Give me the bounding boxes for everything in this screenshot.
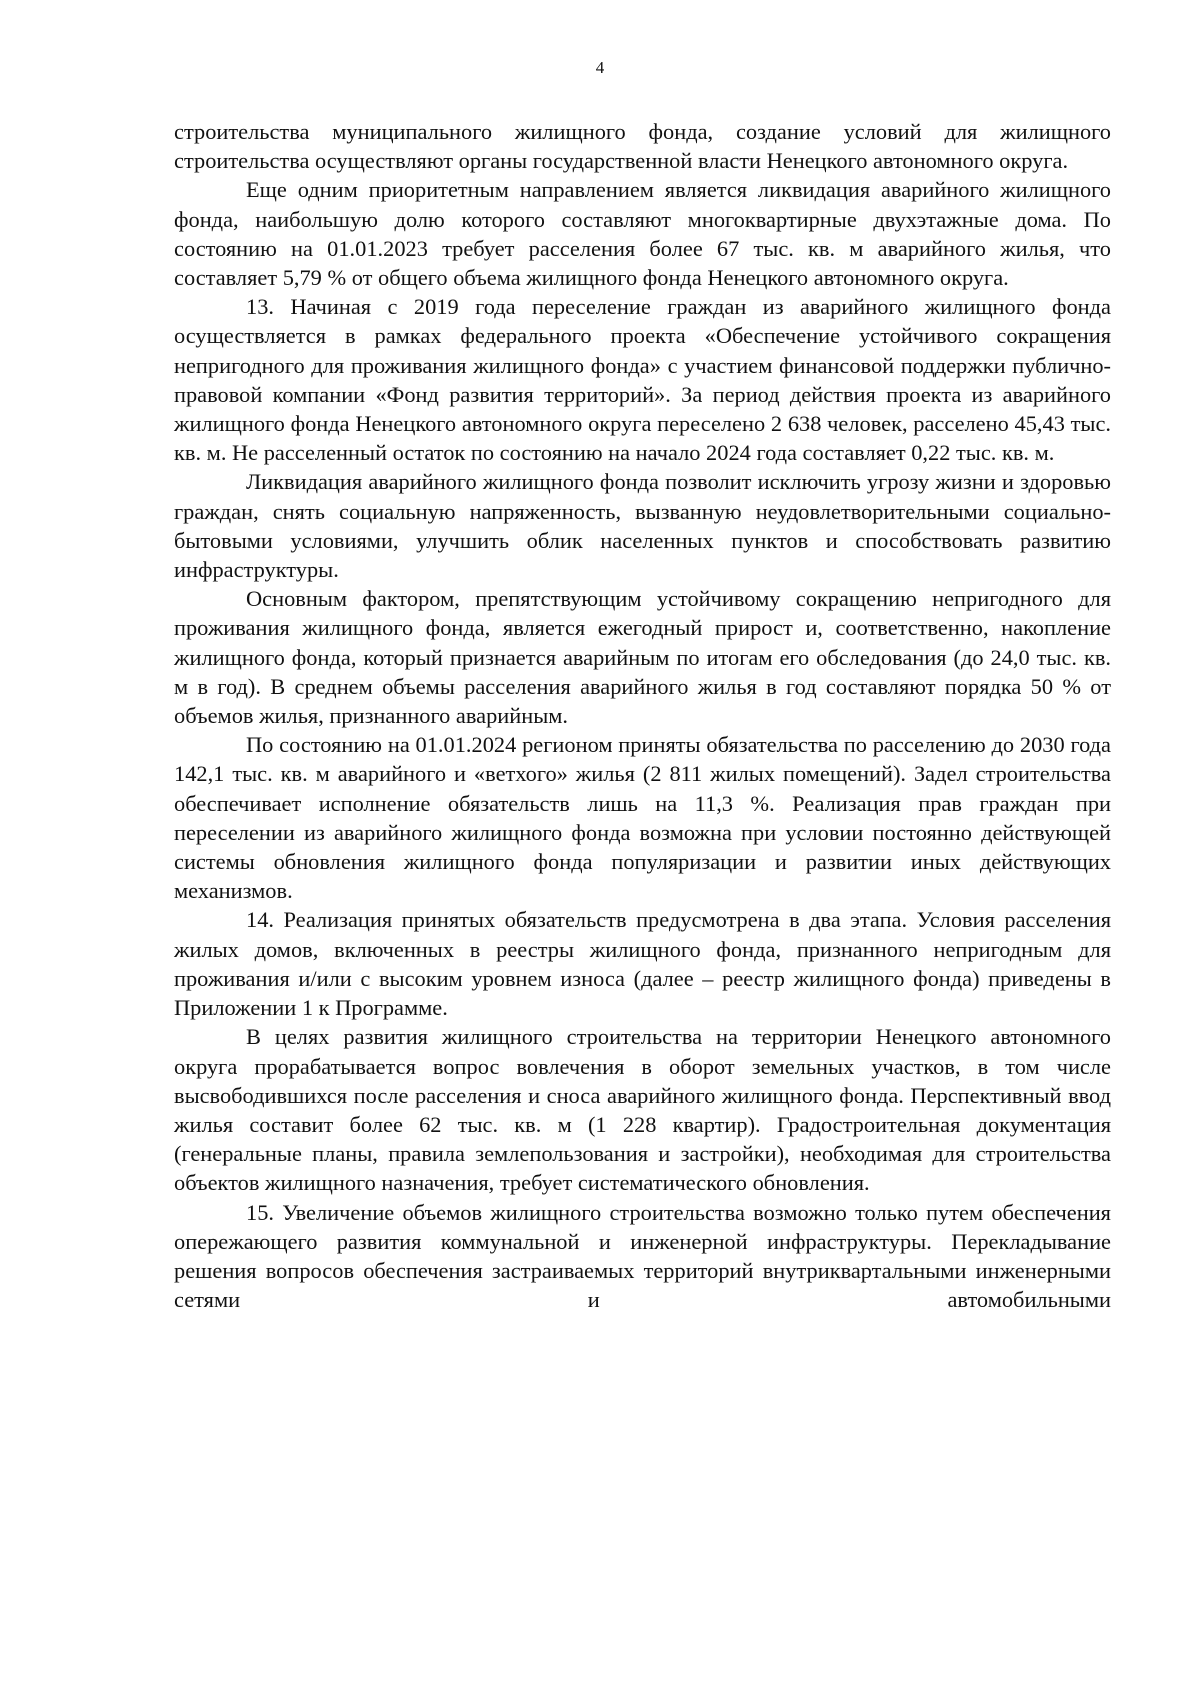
paragraph-section-15: 15. Увеличение объемов жилищного строительства возможно только путем обеспечения опережающего развития коммунальной и инженерной инфраструктуры. Перекладывание решения вопросов обеспечения застраиваемых территорий внутриквартальными инженерными сетями и автомобильными bbox=[174, 1199, 1111, 1313]
page-number: 4 bbox=[595, 58, 605, 77]
paragraph-emergency-housing-priority: Еще одним приоритетным направлением является ликвидация аварийного жилищного фонда, наибольшую долю которого составляют многоквартирные двухэтажные дома. По состоянию на 01.01.2023 требует расселения более 67 тыс. кв. м аварийного жилья, что составляет 5,79 % от общего объема жилищного фонда Ненецкого автономного округа. bbox=[174, 177, 1111, 291]
paragraph-land-plots: В целях развития жилищного строительства на территории Ненецкого автономного округа прорабатывается вопрос вовлечения в оборот земельных участков, в том числе высвободившихся после расселения и сноса аварийного жилищного фонда. Перспективный ввод жилья составит более 62 тыс. кв. м (1 228 квартир). Градостроительная документация (генеральные планы, правила землепользования и застройки), необходимая для строительства объектов жилищного назначения, требует систематического обновления. bbox=[174, 1024, 1111, 1196]
document-body bbox=[174, 117, 1111, 1314]
paragraph-housing-fund-continuation: строительства муниципального жилищного фонда, создание условий для жилищного строительства осуществляют органы государственной власти Ненецкого автономного округа. bbox=[174, 119, 1111, 174]
paragraph-obligations-2024: По состоянию на 01.01.2024 регионом приняты обязательства по расселению до 2030 года 142,1 тыс. кв. м аварийного и «ветхого» жилья (2 811 жилых помещений). Задел строительства обеспечивает исполнение обязательств лишь на 11,3 %. Реализация прав граждан при переселении из аварийного жилищного фонда возможна при условии постоянно действующей системы обновления жилищного фонда популяризации и развитии иных действующих механизмов. bbox=[174, 732, 1111, 904]
paragraph-section-13: 13. Начиная с 2019 года переселение граждан из аварийного жилищного фонда осуществляется в рамках федерального проекта «Обеспечение устойчивого сокращения непригодного для проживания жилищного фонда» с участием финансовой поддержки публично-правовой компании «Фонд развития территорий». За период действия проекта из аварийного жилищного фонда Ненецкого автономного округа переселено 2 638 человек, расселено 45,43 тыс. кв. м. Не расселенный остаток по состоянию на начало 2024 года составляет 0,22 тыс. кв. м. bbox=[174, 294, 1111, 466]
paragraph-section-14: 14. Реализация принятых обязательств предусмотрена в два этапа. Условия расселения жилых домов, включенных в реестры жилищного фонда, признанного непригодным для проживания и/или с высоким уровнем износа (далее – реестр жилищного фонда) приведены в Приложении 1 к Программе. bbox=[174, 907, 1111, 1021]
paragraph-liquidation-benefits: Ликвидация аварийного жилищного фонда позволит исключить угрозу жизни и здоровью граждан, снять социальную напряженность, вызванную неудовлетворительными социально-бытовыми условиями, улучшить облик населенных пунктов и способствовать развитию инфраструктуры. bbox=[174, 469, 1111, 583]
paragraph-main-factor: Основным фактором, препятствующим устойчивому сокращению непригодного для проживания жилищного фонда, является ежегодный прирост и, соответственно, накопление жилищного фонда, который признается аварийным по итогам его обследования (до 24,0 тыс. кв. м в год). В среднем объемы расселения аварийного жилья в год составляют порядка 50 % от объемов жилья, признанного аварийным. bbox=[174, 586, 1111, 729]
